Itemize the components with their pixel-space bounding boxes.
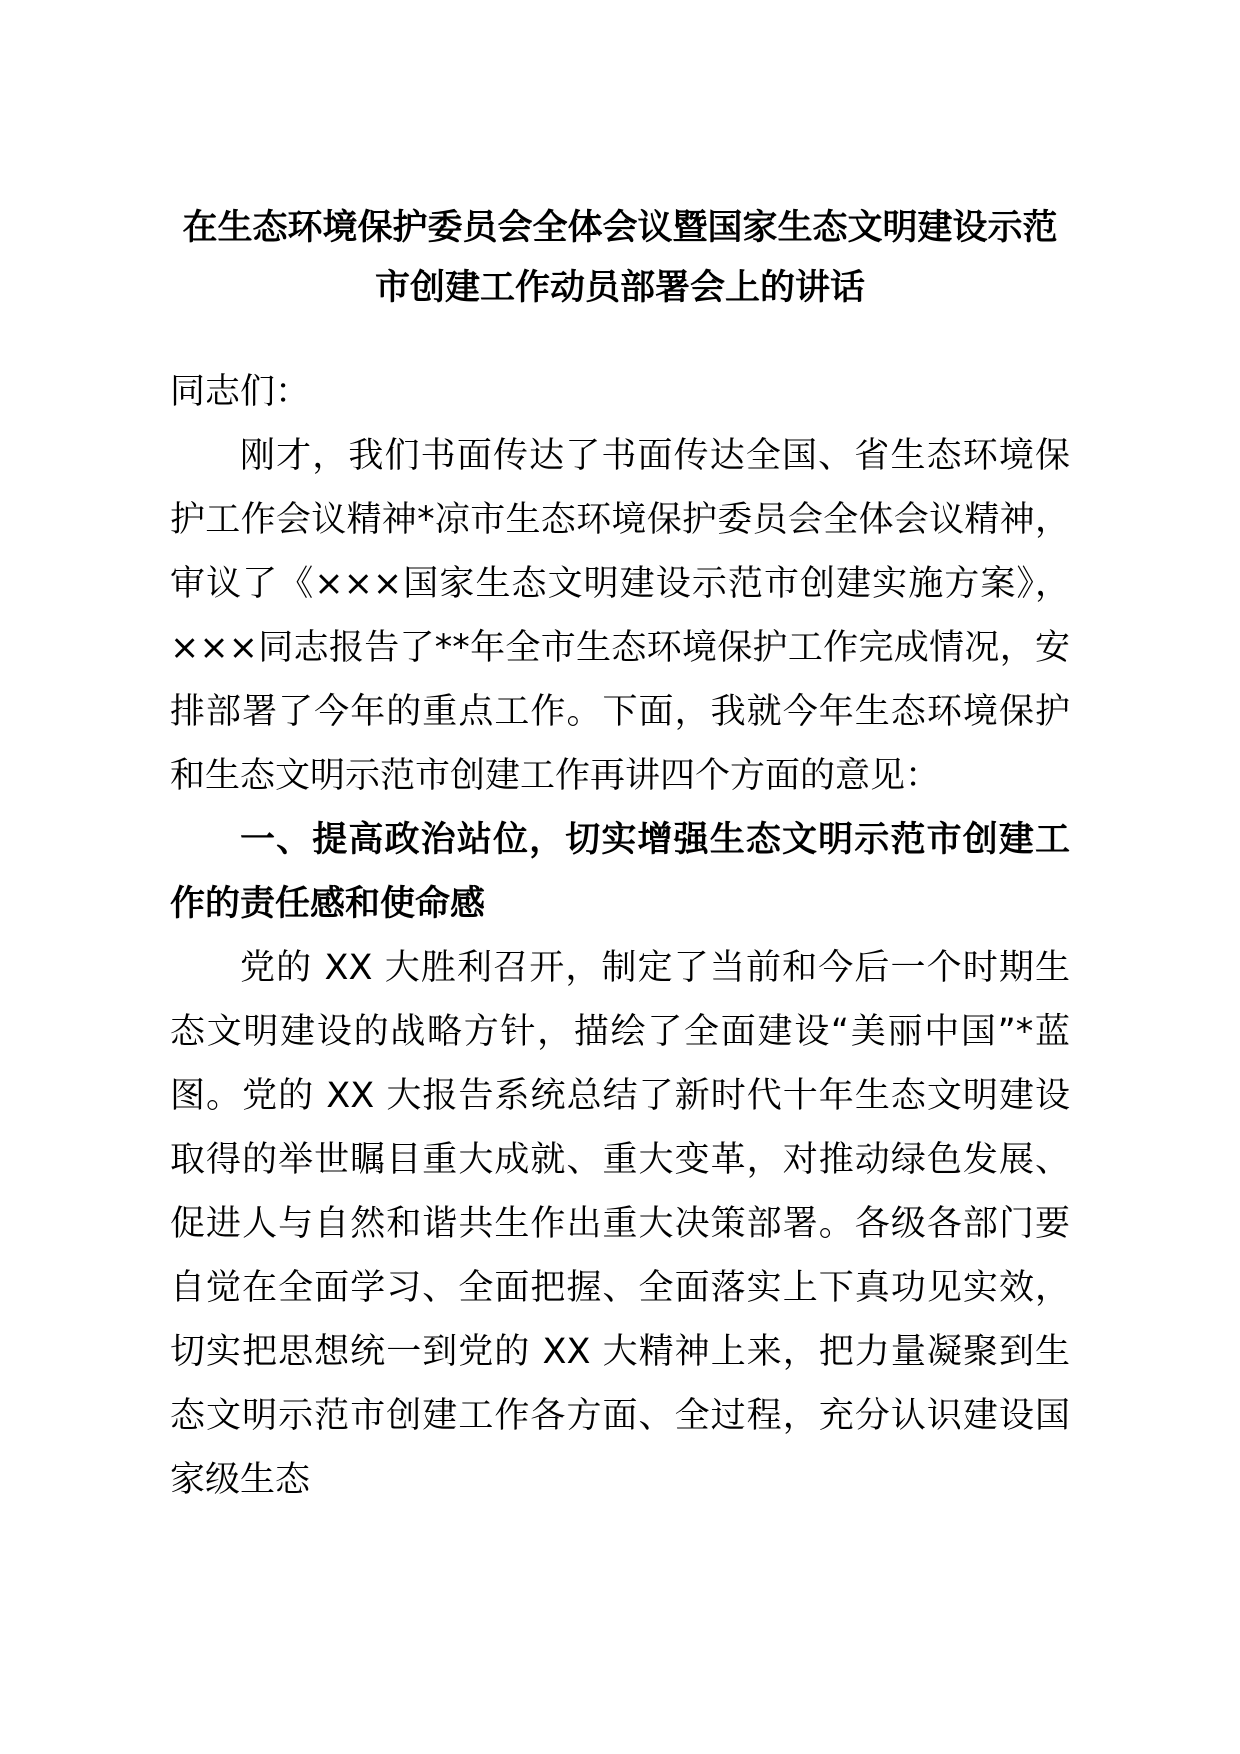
- intro-paragraph: 刚才，我们书面传达了书面传达全国、省生态环境保护工作会议精神*凉市生态环境保护委员会全体会议精神，审议了《×××国家生态文明建设示范市创建实施方案》，×××同志报告了**年全市生态环境保护工作完成情况，安排部署了今年的重点工作。下面，我就今年生态环境保护和生态文明示范市创建工作再讲四个方面的意见：: [170, 436, 1070, 796]
- salutation-line: 同志们：: [170, 372, 311, 412]
- section-1-paragraph: 党的 XX 大胜利召开，制定了当前和今后一个时期生态文明建设的战略方针，描绘了全面建设“美丽中国”*蓝图。党的 XX 大报告系统总结了新时代十年生态文明建设取得的举世瞩目重大成就、重大变革，对推动绿色发展、促进人与自然和谐共生作出重大决策部署。各级各部门要自觉在全面学习、全面把握、全面落实上下真功见实效，切实把思想统一到党的 XX 大精神上来，把力量凝聚到生态文明示范市创建工作各方面、全过程，充分认识建设国家级生态: [170, 948, 1070, 1500]
- section-1-heading: 一、提高政治站位，切实增强生态文明示范市创建工作的责任感和使命感: [170, 820, 1070, 924]
- document-title: 在生态环境保护委员会全体会议暨国家生态文明建设示范市创建工作动员部署会上的讲话: [182, 208, 1058, 308]
